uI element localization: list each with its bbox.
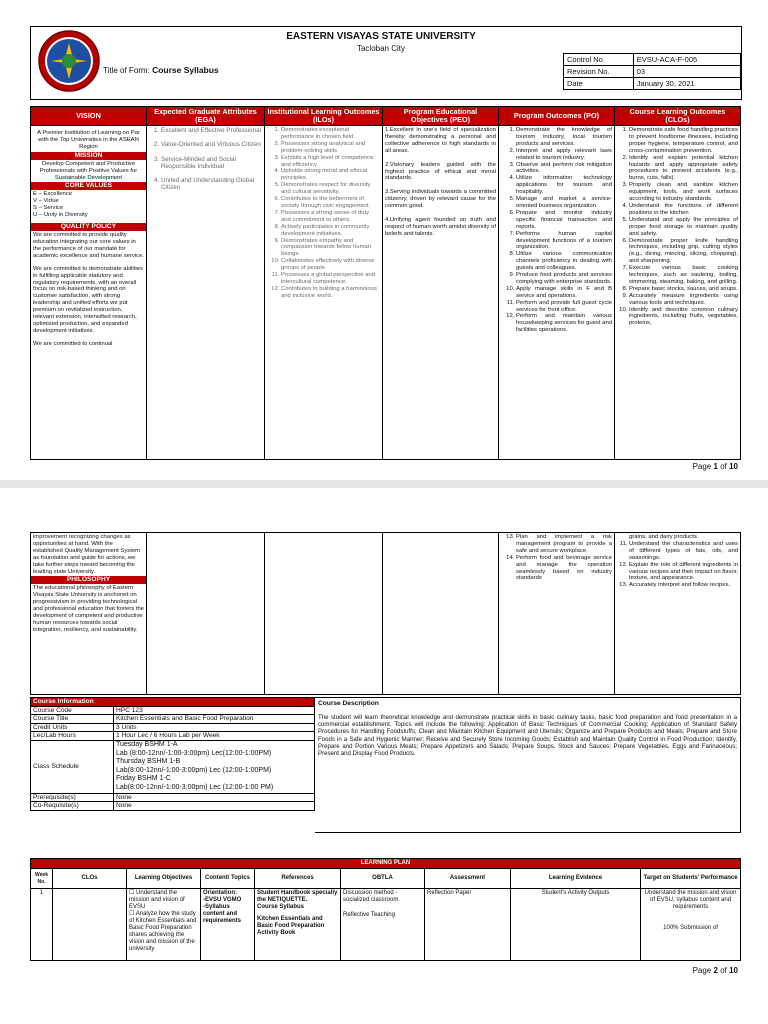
- vision-cell-continued: [31, 533, 147, 695]
- clo-list-continued: [617, 541, 738, 589]
- ilo-header: Institutional Learning Outcomes (ILOs): [265, 107, 383, 126]
- lp-topics: [201, 889, 255, 961]
- clo-item-continuation: grains, and dairy products.: [629, 534, 699, 540]
- lp-target-text: 100% Submission of: [663, 925, 718, 931]
- course-description-text: The student will learn theoretical knowledge and demonstrate practical skills in basic culinary tasks, basic food preparation and food presentation in a commercial establishment. Topics will include the following: Application of Basic Techniques of Commercial Cooking; Application of Standard Safety Procedures for Handling Foodstuffs; Clean and Maintain Kitchen Equipment and Utensils; Organize and Prepare Products and Meals; Prepare and Store Foods in a Safe and Hygienic Manner; Receive and Securely Store Incoming Goods; Establish and Maintain Quality Control in Food Production; Identify, Prepare and Portion Various Meats; Prepare Appetizers and Salads; Prepare Soups, Stock and Sauces; Prepare Vegetables, Eggs and Farinaceous; Present and Display Food Products.: [318, 714, 737, 758]
- core-values-heading: CORE VALUES: [31, 182, 146, 190]
- core-value: V – Virtue: [33, 198, 59, 205]
- ega-item: 1. Excellent and Effective Professional: [161, 127, 262, 134]
- po-item: 1. Demonstrate the knowledge of tourism industry, local tourism products and services.: [516, 127, 612, 148]
- lp-reference: Student Handbook specially the NETIQUETTE.: [257, 890, 338, 903]
- lp-objective-text: Understand the mission and vision of EVSU: [129, 890, 185, 910]
- course-info-row: [31, 802, 315, 811]
- lp-col-header: Week No.: [31, 869, 53, 889]
- lp-target: [641, 889, 741, 961]
- control-row: [564, 54, 741, 66]
- clo-item: 11. Understand the characteristics and uses of different types of fats, oils, and seasonings.: [629, 541, 738, 562]
- class-schedule-value: [114, 740, 315, 793]
- outcomes-table-continued: [30, 532, 741, 695]
- lp-reference: Kitchen Essentials and Basic Food Preparation Activity Book: [257, 916, 325, 936]
- control-label: Control No.: [564, 54, 634, 66]
- lp-week: 1: [31, 889, 53, 961]
- ilo-cell: [265, 126, 383, 460]
- peo-item: 2.Visionary leaders guided with the highest practice of ethical and moral standards.: [385, 161, 496, 182]
- course-info-label: Credit Units: [31, 723, 114, 732]
- university-name: EASTERN VISAYAS STATE UNIVERSITY: [286, 31, 476, 42]
- lp-obtla-item: Discussion method - socialized classroom: [343, 890, 399, 903]
- vision-header: VISION: [31, 107, 147, 126]
- course-info-value: None: [114, 793, 315, 802]
- page-current: 1: [713, 462, 718, 471]
- mission-heading: MISSION: [31, 152, 146, 160]
- clo-item: 12. Explain the role of different ingredients in various recipes and their impact on flavor, texture, and appearance.: [629, 562, 738, 583]
- ilo-list: [267, 127, 380, 300]
- clo-item: 3. Properly clean and sanitize kitchen equipment, tools, and work surfaces according to industry standards.: [629, 182, 738, 203]
- control-label: Revision No.: [564, 66, 634, 78]
- po-item: 3. Observe and perform risk mitigation activities.: [516, 162, 612, 176]
- lp-clos: [53, 889, 127, 961]
- clo-item: 5. Understand and apply the principles of proper food storage to maintain quality and safety.: [629, 217, 738, 238]
- course-info-label: Prerequisite(s): [31, 793, 114, 802]
- peo-item: 1.Excellent in one's field of specialization thereby demonstrating a personal and collective adherence to high standards in all areas.: [385, 127, 496, 154]
- clo-item: 7. Execute various basic cooking techniques, such as sauteing, boiling, simmering, steaming, baking, and grilling.: [629, 265, 738, 286]
- po-list: [501, 127, 612, 334]
- quality-policy-paragraph: improvement recognizing changes as opportunities at hand. With the established Quality Management System as foundation and guide for actions, we take further steps toward becoming the leading state University.: [33, 534, 141, 575]
- schedule-line: Tuesday BSHM 1-A: [116, 740, 178, 748]
- schedule-line: Lab (8:00-12nn/-1:00-3:00pm) Lec(12:00-1:00PM): [116, 749, 272, 757]
- form-title-label: Title of Form:: [103, 66, 150, 75]
- course-info-label: Course Title: [31, 715, 114, 724]
- ega-item: 3. Service-Minded and Social Responsible Individual: [161, 156, 262, 171]
- ilo-item: 1. Demonstrates exceptional performance in chosen field.: [281, 127, 380, 141]
- peo-header: Program Educational Objectives (PEO): [383, 107, 499, 126]
- peo-cell-continued: [383, 533, 499, 695]
- lp-col-header: Target on Students' Performance: [641, 869, 741, 889]
- po-item: 8. Utilize various communication channels proficiency in dealing with guests and colleagues.: [516, 251, 612, 272]
- lp-topic: Orientation:: [203, 890, 237, 896]
- ilo-item: 12. Contributes to building a harmonious and inclusive world.: [281, 286, 380, 300]
- ilo-item: 9. Demonstrates empathy and compassion towards fellow human beings.: [281, 238, 380, 259]
- course-info-label: Lec/Lab Hours: [31, 732, 114, 741]
- po-item: 2. Interpret and apply relevant laws related to tourism industry.: [516, 148, 612, 162]
- control-row: [564, 66, 741, 78]
- ega-item: 4. United and Understanding Global Citizen: [161, 177, 262, 192]
- clo-header: Course Learning Outcomes (CLOs): [615, 107, 741, 126]
- course-info-heading: Course Information: [31, 698, 315, 707]
- course-info-row: [31, 723, 315, 732]
- course-info-value: 1 Hour Lec / 6 Hours Lab per Week: [114, 732, 315, 741]
- control-label: Date: [564, 78, 634, 90]
- lp-topic: -EVSU VGMO: [203, 897, 242, 903]
- core-value: U – Unity in Diversity: [33, 212, 88, 219]
- control-value: January 30, 2021: [633, 78, 740, 90]
- page-label: Page: [692, 966, 712, 975]
- peo-item: 4.Unifying agent founded on truth and respect of human worth amidst diversity of beliefs and talents.: [385, 217, 496, 237]
- quality-policy-paragraph: We are committed to provide quality education integrating our core values in the performance of our mandate for academic excellence and humane service.: [33, 232, 145, 259]
- lp-col-header: Learning Evidence: [511, 869, 641, 889]
- po-item: 14. Perform food and beverage service and manage the operation seamlessly based on industry standards: [516, 555, 612, 583]
- ega-header: Expected Graduate Attributes (EGA): [147, 107, 265, 126]
- schedule-line: Thursday BSHM 1-B: [116, 758, 181, 766]
- clo-item: 1. Demonstrate safe food handling practices to prevent foodborne illnesses, including proper hygiene, temperature control, and cross-contamination prevention.: [629, 127, 738, 155]
- vision-cell: [31, 126, 147, 460]
- clo-item: 9. Accurately measure ingredients using various tools and techniques.: [629, 293, 738, 307]
- form-header: [30, 26, 742, 100]
- ega-cell: [147, 126, 265, 460]
- ega-list: [149, 127, 262, 192]
- ilo-item: 7. Possesses a strong sense of duty and commitment to others.: [281, 210, 380, 224]
- ilo-cell-continued: [265, 533, 383, 695]
- lp-obtla-item: Reflective Teaching: [343, 912, 395, 918]
- lp-objective-text: Analyze how the study of Kitchen Essentials and Basic Food Preparation shares achieving the vision and mission of the university: [129, 911, 197, 952]
- vision-text: A Premier Institution of Learning on Par with the Top Universities in the ASEAN Region: [37, 130, 140, 150]
- po-item: 13. Plan and implement a risk management program to provide a safe and secure workplace.: [516, 534, 612, 555]
- po-item: 12. Perform and maintain various housekeeping services for guest and facilities operations.: [516, 313, 612, 334]
- ega-item: 2. Value-Oriented and Virtuous Citizen: [161, 141, 262, 148]
- lp-objectives: [127, 889, 201, 961]
- university-seal-icon: [37, 29, 101, 93]
- class-schedule-row: [31, 740, 315, 793]
- course-info-value: 3 Units: [114, 723, 315, 732]
- class-schedule-label: Class Schedule: [31, 740, 114, 793]
- course-info-table: [30, 697, 315, 811]
- philosophy-text: The educational philosophy of Eastern Visayas State University is anchored on progressivism in providing technological and professional education that fosters the development of competent and productive human resources towards social integration, resiliency, and sustainability.: [33, 585, 145, 633]
- clo-item: 6. Demonstrate proper knife handling techniques, including grip, cutting styles (e.g., dicing, mincing, slicing, chopping), and sharpening.: [629, 238, 738, 266]
- clo-list: [617, 127, 738, 327]
- mission-text: Develop Competent and Productive Professionals with Positive Values for Sustainable Development: [39, 160, 138, 181]
- syllabus-page-2: [0, 488, 768, 1024]
- lp-objective: [129, 890, 198, 911]
- po-item: 9. Produce food products and services complying with enterprise standards.: [516, 272, 612, 286]
- clo-cell-continued: [615, 533, 741, 695]
- quality-policy-heading: QUALITY POLICY: [31, 223, 146, 231]
- course-info-value: HPC 123: [114, 706, 315, 715]
- clo-item: 10. Identify and describe common culinary ingredients, including fruits, vegetables, proteins,: [629, 307, 738, 328]
- control-row: [564, 78, 741, 90]
- lp-obtla: [341, 889, 425, 961]
- course-info-label: Co-Requisite(s): [31, 802, 114, 811]
- lp-reference: Course Syllabus: [257, 904, 305, 910]
- po-item: 7. Performs human capital development functions of a tourism organization.: [516, 231, 612, 252]
- po-item: 5. Manage and market a service-oriented business organization.: [516, 196, 612, 210]
- control-table: [563, 53, 741, 90]
- ilo-item: 11. Possesses a global perspective and intercultural competence.: [281, 272, 380, 286]
- ilo-item: 5. Demonstrates respect for diversity and cultural sensitivity.: [281, 182, 380, 196]
- control-value: 03: [633, 66, 740, 78]
- form-title-value: Course Syllabus: [152, 65, 219, 75]
- lp-assessment: Reflection Paper: [425, 889, 511, 961]
- learning-plan-row: [31, 889, 741, 961]
- lp-col-header: Assessment: [425, 869, 511, 889]
- po-item: 4. Utilize information technology applications for tourism and hospitality.: [516, 175, 612, 196]
- learning-plan-table: [30, 858, 741, 961]
- ilo-item: 8. Actively participates in community development initiatives.: [281, 224, 380, 238]
- lp-target-text: Understand the mission and vision of EVSU, syllabus content and requirements: [644, 890, 737, 910]
- lp-references: [255, 889, 341, 961]
- po-list-continued: [501, 534, 612, 582]
- course-info-row: [31, 793, 315, 802]
- course-info-row: [31, 715, 315, 724]
- page-of: of: [720, 462, 727, 471]
- syllabus-page-1: [0, 0, 768, 480]
- peo-cell: [383, 126, 499, 460]
- course-info-value: None: [114, 802, 315, 811]
- quality-policy-paragraph: We are committed to continual: [33, 340, 113, 347]
- course-info-value: Kitchen Essentials and Basic Food Preparation: [114, 715, 315, 724]
- form-title: [103, 65, 219, 75]
- lp-col-header: Learning Objectives: [127, 869, 201, 889]
- clo-item: 8. Prepare basic stocks, sauces, and soups.: [629, 286, 738, 293]
- course-description-title: Course Description: [318, 700, 379, 707]
- peo-item: 3.Serving individuals towards a committed citizenry, driven by relevant cause for the common good.: [385, 189, 496, 210]
- course-info-row: [31, 732, 315, 741]
- schedule-line: Friday BSHM 1-C: [116, 775, 171, 783]
- lp-objective: [129, 911, 198, 953]
- ilo-item: 10. Collaborates effectively with diverse groups of people.: [281, 258, 380, 272]
- clo-item: 4. Understand the functions of different positions in the kitchen: [629, 203, 738, 217]
- lp-col-header: OBTLA: [341, 869, 425, 889]
- lp-topic: -Syllabus content and requirements: [203, 904, 242, 924]
- learning-plan-heading: LEARNING PLAN: [31, 859, 741, 869]
- po-header: Program Outcomes (PO): [499, 107, 615, 126]
- schedule-line: Lab(8:00-12nn/-1:00-3:00pm) Lec (12:00-1:00PM): [116, 766, 272, 774]
- page-gap: [0, 480, 768, 488]
- outcomes-table: [30, 106, 741, 460]
- checkbox-bullet-icon: ☐: [129, 911, 135, 917]
- ega-cell-continued: [147, 533, 265, 695]
- lp-col-header: CLOs: [53, 869, 127, 889]
- checkbox-bullet-icon: ☐: [129, 890, 135, 896]
- ilo-item: 3. Exhibits a high level of competence and efficiency: [281, 155, 380, 169]
- clo-item: 13. Accurately interpret and follow recipes.: [629, 582, 738, 589]
- course-description: [315, 697, 741, 833]
- page-total: 10: [729, 966, 738, 975]
- university-city: Tacloban City: [356, 44, 406, 53]
- control-value: EVSU-ACA-F-005: [633, 54, 740, 66]
- po-item: 10. Apply manage skills in F and B service and operations.: [516, 286, 612, 300]
- core-value: E – Excellence: [33, 191, 72, 198]
- po-item: 6. Prepare and monitor industry specific financial transaction and reports.: [516, 210, 612, 231]
- page-number: [693, 462, 738, 471]
- lp-col-header: Content/ Topics: [201, 869, 255, 889]
- page-of: of: [720, 966, 727, 975]
- page-current: 2: [713, 966, 718, 975]
- course-info-row: [31, 706, 315, 715]
- page-label: Page: [692, 462, 712, 471]
- page-total: 10: [729, 462, 738, 471]
- quality-policy-paragraph: We are committed to demonstrate abilities in fulfilling applicable statutory and regulatory requirements, with an overall focus on risk-based thinking and on customer satisfaction, with strong leadership and unified efforts we put premium on revitalized instruction, relevant extension, intensified research, optimized production, and expanded development initiatives.: [33, 265, 143, 334]
- clo-item: 2. Identify and explain potential kitchen hazards and apply appropriate safety procedures to prevent accidents (e.g., burns, cuts, falls).: [629, 155, 738, 183]
- page-number: [693, 966, 738, 975]
- schedule-line: Lab(8:00-12nn/-1:00-3:00pm) Lec (12:00-1:00 PM): [116, 783, 274, 791]
- ilo-item: 6. Contributes to the betterment of society through civic engagement.: [281, 196, 380, 210]
- core-value: S – Service: [33, 205, 64, 212]
- po-cell: [499, 126, 615, 460]
- ilo-item: 2. Possesses strong analytical and problem-solving skills.: [281, 141, 380, 155]
- po-cell-continued: [499, 533, 615, 695]
- clo-cell: [615, 126, 741, 460]
- lp-evidence: Student's Activity Outputs: [511, 889, 641, 961]
- lp-col-header: References: [255, 869, 341, 889]
- ilo-item: 4. Upholds strong moral and ethical principles.: [281, 168, 380, 182]
- po-item: 11. Perform and provide full guest cycle services for front office.: [516, 300, 612, 314]
- philosophy-heading: PHILOSOPHY: [31, 576, 146, 584]
- course-info-label: Course Code: [31, 706, 114, 715]
